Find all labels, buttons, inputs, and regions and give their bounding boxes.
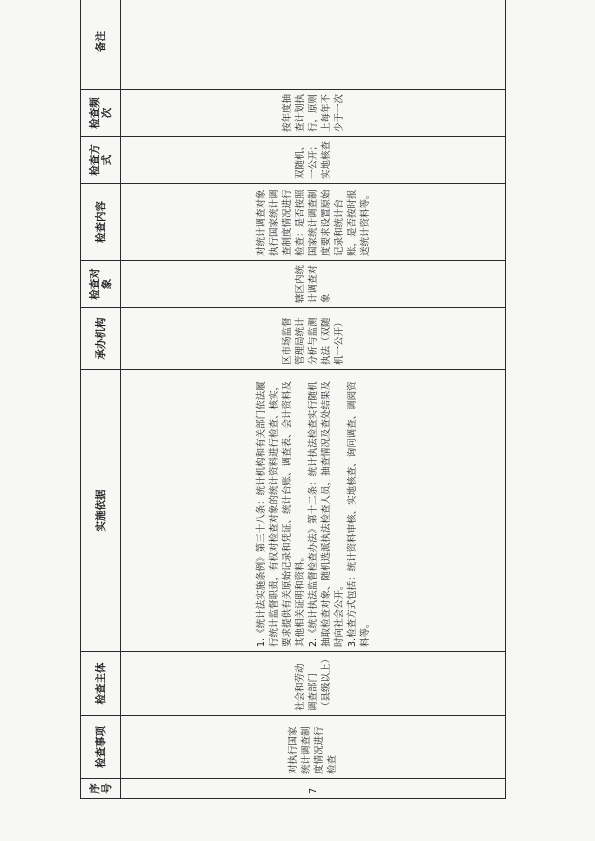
header-agency: 承办机构: [81, 308, 121, 370]
cell-frequency: 按年度抽查计划执行，原则上每年不少于一次: [121, 90, 506, 137]
header-method: 检查方式: [81, 137, 121, 184]
basis-line: 2.《统计执法监督检查办法》第十二条：统计执法检查实行随机抽取检查对象、随机选派执法检查人员，抽查情况及查处结果及时向社会公开。: [307, 380, 345, 647]
cell-object: 辖区内统计调查对象: [121, 261, 506, 308]
header-frequency: 检查频次: [81, 90, 121, 137]
cell-basis: [121, 370, 506, 652]
cell-method: 双随机、一公开；实地核查: [121, 137, 506, 184]
header-object: 检查对象: [81, 261, 121, 308]
inspection-table: [80, 0, 506, 799]
basis-line: 3.检查方式包括：统计资料审核、实地核查、询问调查、调阅资料等。: [346, 381, 371, 647]
cell-subject: 社会和劳动调查部门（县级以上）: [121, 652, 506, 716]
table-row: [121, 0, 506, 799]
header-basis: 实施依据: [81, 370, 121, 652]
cell-no: 7: [121, 779, 506, 799]
header-no: 序号: [81, 779, 121, 799]
basis-line: 1.《统计法实施条例》第三十八条：统计机构和有关部门依法履行统计监督职责，有权对检查对象的统计资料进行检查、核实，要求提供有关原始记录和凭证、统计台账、调查表、会计资料及其他相关证明和资料。: [255, 380, 306, 647]
table-header-row: [81, 0, 121, 799]
header-subject: 检查主体: [81, 652, 121, 716]
cell-content: 对统计调查对象执行国家统计调查制度情况进行检查：是否按照国家统计调查制度要求设置原始记录和统计台账，是否按时报送统计资料等。: [121, 184, 506, 261]
header-item: 检查事项: [81, 716, 121, 779]
cell-agency: 区市场监督管理局统计分析与监测执法（双随机一公开）: [121, 308, 506, 370]
cell-remarks: [121, 0, 506, 90]
header-content: 检查内容: [81, 184, 121, 261]
header-remarks: 备注: [81, 0, 121, 90]
cell-item: 对执行国家统计调查制度情况进行检查: [121, 716, 506, 779]
